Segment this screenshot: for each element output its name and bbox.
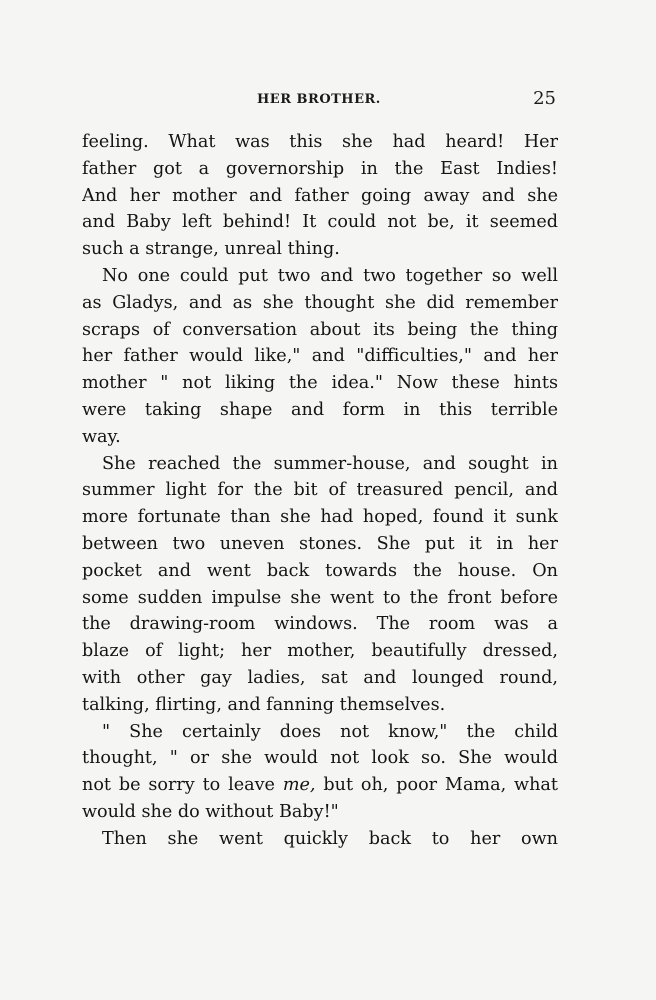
page-number: 25 xyxy=(533,88,556,109)
text-line: more fortunate than she had hoped, found it sunk xyxy=(82,507,558,528)
text-line: blaze of light; her mother, beautifully dressed, xyxy=(82,641,558,662)
text-line: No one could put two and two together so well xyxy=(102,265,558,286)
text-line: She reached the summer-house, and sought in xyxy=(102,453,558,474)
text-line: some sudden impulse she went to the front before xyxy=(82,587,558,608)
text-line: talking, flirting, and fanning themselves. xyxy=(82,694,446,715)
text-line: And her mother and father going away and she xyxy=(82,185,558,206)
text-line: pocket and went back towards the house. On xyxy=(82,560,558,581)
text-line: were taking shape and form in this terrible xyxy=(82,399,558,420)
text-line: such a strange, unreal thing. xyxy=(82,239,340,260)
text-line: " She certainly does not know," the child xyxy=(102,721,558,742)
text-line: thought, " or she would not look so. She would xyxy=(82,748,558,769)
text-line: the drawing-room windows. The room was a xyxy=(82,614,558,635)
text-segment: not be sorry to leave xyxy=(82,775,283,796)
text-line: father got a governorship in the East Indies! xyxy=(82,158,558,179)
text-line: feeling. What was this she had heard! Her xyxy=(82,132,558,152)
body-text xyxy=(82,129,558,853)
text-line: Then she went quickly back to her own xyxy=(102,828,558,849)
text-line: and Baby left behind! It could not be, it seemed xyxy=(82,212,558,233)
text-line: with other gay ladies, sat and lounged round, xyxy=(82,667,558,688)
text-segment: but oh, poor Mama, what xyxy=(315,775,558,796)
text-line xyxy=(82,772,558,799)
running-title: HER BROTHER. xyxy=(257,92,381,107)
text-line: would she do without Baby!" xyxy=(82,801,339,822)
text-line: her father would like," and "difficulties," and her xyxy=(82,346,558,367)
emphasized-text: me, xyxy=(282,775,316,796)
text-line: summer light for the bit of treasured pencil, and xyxy=(82,480,558,501)
text-line: between two uneven stones. She put it in her xyxy=(82,533,558,554)
text-line: mother " not liking the idea." Now these hints xyxy=(82,373,558,394)
page-header xyxy=(82,88,560,112)
text-line: scraps of conversation about its being the thing xyxy=(82,319,558,340)
text-line: way. xyxy=(82,426,121,447)
text-line: as Gladys, and as she thought she did remember xyxy=(82,292,558,313)
